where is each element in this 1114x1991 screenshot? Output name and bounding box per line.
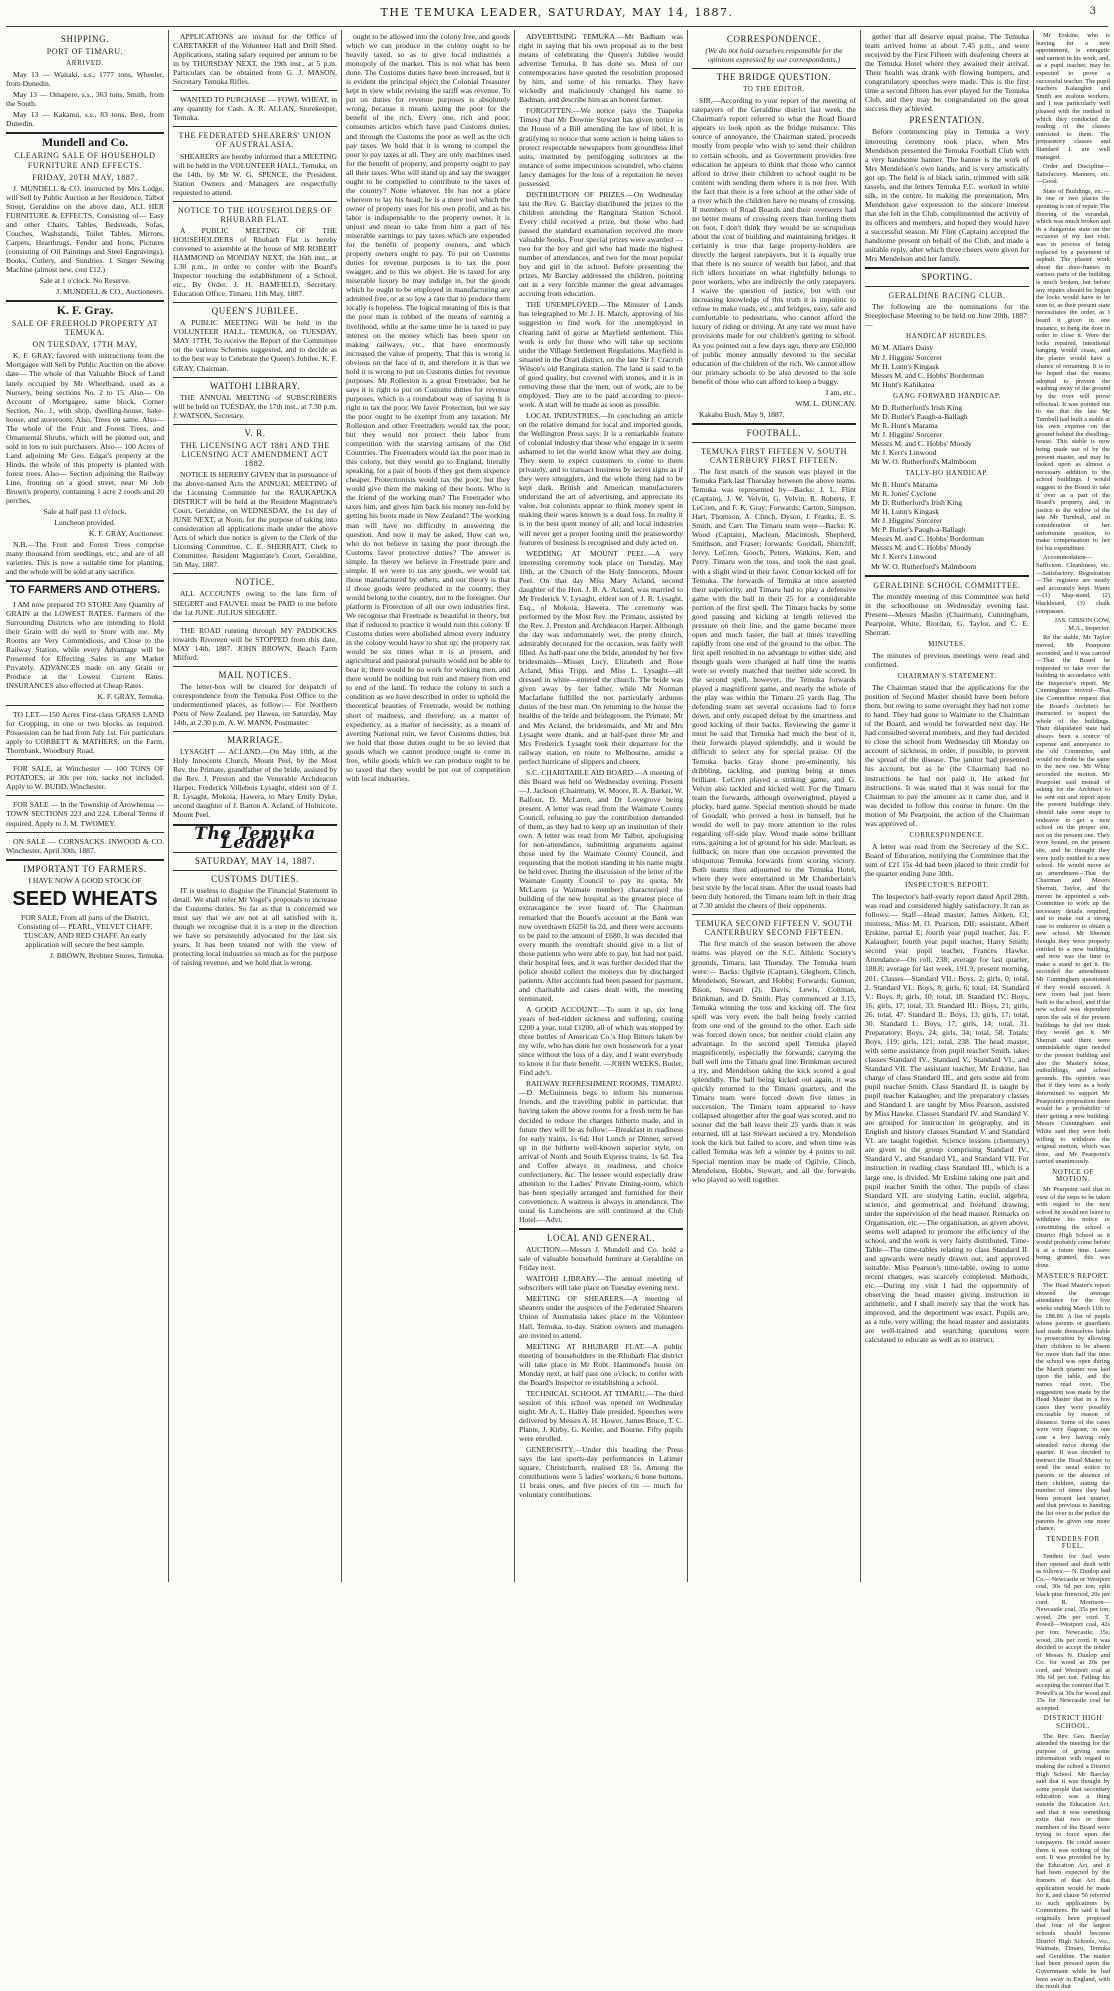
minutes-heading: MINUTES.	[928, 639, 966, 648]
football-heading: FOOTBALL.	[746, 427, 802, 438]
tally-heading: TALLY-HO HANDICAP.	[905, 469, 989, 478]
nomination-item: Mr H. Lunn's Kingask	[871, 507, 940, 517]
hurdles-list	[865, 343, 1029, 388]
sale-date: FRIDAY, 20TH MAY, 1887.	[32, 172, 138, 182]
column-5	[692, 32, 856, 1580]
local-item: TECHNICAL SCHOOL AT TIMARU.—The third session of this school was opened on Wednesday night. Mr A. L. Halley Dale presided. Speeches were delivered by Messrs A. H. Hower, James Bruce, T. C. Plante, J. Kirby, G. Kettler, and Bourne. Fifty pupils were enrolled.	[519, 1388, 683, 1444]
hurdles-heading: HANDICAP HURDLES.	[906, 332, 988, 341]
local-item: GENEROSITY.—Under this heading the Press says the last sports-day performances in Latimer square, Christchurch, realised £8 5s. Among the contributions were 5 ladies' workers, 6 bone buttons, 11 brass ones, and five pieces of tin — much for voluntary contributions.	[519, 1445, 683, 1500]
bridge-heading: THE BRIDGE QUESTION.	[716, 72, 832, 83]
gray-luncheon: Luncheon provided.	[54, 518, 116, 528]
gray-body: K. F. GRAY, favored with instructions from the Mortgagee will Sell by Public Auction on the above date— The whole of that Valuable Block of Land lately occupied by Mr Wheelband, used as a Nursery, being sections No. 2 to 15. Also— On Account of Mortgagee, same block, Corner Section, No. 1, with shop, dwelling-house, bake-house, and storeroom. Also, Trees on same. Also— The whole of the Fruit and Forest Trees, and Ornamental Shrubs, which will be plotted out, and sold in lots to suit purchasers. Also— 100 Acres of Land adjoining Mr Geo. Edgar's property at the Hinds, the whole of this property is planted with forest trees. Also— Section adjoining the Railway Line, fronting on a good street, near Mr Job Brown's property, containing 1 acre 2 roods and 20 perches.	[6, 351, 164, 506]
local-item: FORGOTTEN.—We notice (says the Tuapeka Times) that Mr Downie Stewart has given notice in the House of a Bill amending the law of libel. It is gratifying to notice that some action is being taken to protect respectable newspapers from groundless libel suits, instituted by pettifogging solicitors at the instance of some impecunious scoundrel, who claims fancy damages for the loss of a reputation he never possessed.	[519, 106, 683, 188]
shipping-heading: SHIPPING.	[60, 34, 110, 44]
shearers-body: SHEARERS are hereby informed that a MEETING will be held in the VOLUNTEER HALL, Temuka, on the 14th, by Mr W. G. SPENCE, the President. Station Owners and Managers are respectfully requested to attend.	[173, 151, 337, 197]
licensing-heading: THE LICENSING ACT 1881 AND THE LICENSING ACT AMENDMENT ACT 1882.	[180, 440, 330, 468]
licensing-body: NOTICE IS HEREBY GIVEN that in pursuance of the above-named Acts the ANNUAL MEETING of the Licensing Committee for the RAUKAPUKA DISTRICT will be held at the Resident Magistrate's Court, Geraldine, on WEDNESDAY, the 1st day of JUNE NEXT, at Noon, for the purpose of taking into consideration all applications made under the above Acts of which due notice is given to the Clerk of the Licensing Committee. C. E. SHERRATT, Clerk to Committee. Resident Magistrate's Court, Geraldine, 5th May, 1887.	[173, 469, 337, 570]
local-item: DISTRIBUTION OF PRIZES.—On Wednesday last the Rev. G. Barclay distributed the prizes to the children attending the Rangitata Station School. Every child received a prize, but those who had passed the standard examination received the more valuable books. Four special prizes were awarded — two for the boy and girl who had made the highest number of attendances, and two for the most popular boy and girl in the school. Before presenting the prizes, Mr Barclay addressed the children, pointing out in a very forcible manner the great advantages accruing from education.	[519, 189, 683, 299]
nomination-item: Mr W. O. Rutherford's Malmboom	[871, 457, 977, 467]
to-let-ad: TO LET.—150 Acres First-class GRASS LAND for Cropping, in one or two blocks as required. Possession can be had from July 1st. For particulars apply to CORBETT & MATHERS, on the Farm, Thornbank, Woodbury Road.	[6, 710, 164, 756]
school-continued: Mr Pearpoint said that in view of the steps to be taken with regard to the new school he would not leave to withdraw his notice re constituting the school a District High School as it would probably come before it at a future time. Leave being granted, this was done.	[1036, 1186, 1110, 1269]
master-report-heading: MASTER'S REPORT.	[1036, 1271, 1110, 1280]
nomination-item: Mr P. Butler's Paugh-a-Ballagh	[871, 525, 966, 535]
library-heading: WAITOHI LIBRARY.	[209, 380, 301, 391]
inspector-heading: INSPECTOR'S REPORT.	[905, 881, 989, 890]
rhubarb-heading: NOTICE TO THE HOUSEHOLDERS OF RHUBARB FLAT.	[177, 205, 333, 224]
column-rule	[514, 30, 515, 1582]
mundell-body: J. MUNDELL & CO. instructed by Mrs Lodge, will Sell by Public Auction at her Residence, Talbot Street, Geraldine on the above date, ALL HER FURNITURE & EFFECTS, Consisting of— Easy and other Chairs, Tables, Bedsteads, Sofas, Couches, Washstands, Toilet Tables, Mirrors, Carpets, Hearthrugs, Fender and Irons, Pictures (consisting of Oil Paintings and Steel Engravings), Books, Cutlery, and Sundries. 1 Singer Sewing Machine (almost new, cost £12.)	[6, 183, 164, 275]
nomination-item: Mr D. Rutherford's Irish King	[871, 498, 963, 508]
sections-ad: FOR SALE — In the Township of Arowhenua — TOWN SECTIONS 223 and 224. Liberal Terms if required. Apply to J. M. TWOMEY.	[6, 800, 164, 828]
mundell-sale-time: Sale at 1 o'clock. No Reserve.	[39, 276, 131, 286]
nomination-item: Mr J. Kerr's Linwood	[871, 447, 937, 457]
header-rule	[6, 26, 1108, 27]
customs-heading: CUSTOMS DUTIES.	[211, 873, 299, 884]
mail-body: The letter-box will be cleared for despatch of correspondence from the Temuka Post Office to the undermentioned places, as follow:— For Northern Ports of New Zealand, per Hawea, on Saturday, May 14th, at 2.30 p.m. A. W. MANN, Postmaster.	[173, 681, 337, 728]
nomination-item: Messrs M. and C. Hobbs' Moody	[871, 543, 972, 553]
page-header-title: THE TEMUKA LEADER, SATURDAY, MAY 14, 1887.	[380, 6, 734, 19]
presentation-heading: PRESENTATION.	[909, 115, 985, 126]
match-report: The first match of the season was played in the Temuka Park last Thursday between the above teams. Temuka was represented by—Backs: J. L. Flint (Captain), J. W. Velvin, G. Velvin, R. Roberts, F. LeCren, and F. K. Gray; Forwards: Carton, Simpson, Hart, Thomson, A. Clinch, Dyson, J. Franks, E. S. Smith, and Carr. The Timaru team were—Backs: K. Wood (Captain), Maclean, Macintosh, Shepherd, Smithson, and Fraser; forwards: Goodall, Shirtcliff, Jervy, LeCren, Gooch, Peters, Watkins, Kett, and Perry. Timaru won the toss, and took the east goal, with a slight wind in their favor. Cotton kicked off for Temuka. The forwards of Temuka at once asserted their superiority, and Timaru had to play a defensive game with the ball in their 25 for a considerable portion of the first spell. The Timaru backs by some good passing and kicking at length relieved the pressure on their line, and the game became more open and much faster, the ball at times travelling rapidly from one end of the ground to the other. The first spell resulted in no advantage to either side, and though goals were changed at half time the teams were so evenly matched that neither side scored. In the second spell, however, the Temuka forwards played a magnificent game, and nearly the whole of the play was within the Timaru 25 yards flag. The defending team set several occasions had to force down, and only escaped defeat by the smartness and good kicking of their backs. Reviewing the game it must be said that Temuka had much the best of it, their forwards played splendidly, and it would be difficult to select any for special praise. Of the Temuka backs Gray shone pre-eminently, his dribbling, tackling, and punting being at times brilliant. LeCren played a striking game, and G. Velvin also tackled and kicked well. For the Timaru team the forwards, although overweighted, played a plucky, hard game. Special mention should be made of Goodall, who proved a host in himself, but he would do well to pay more attention to the rules regarding off-side play. Wood made some brilliant runs, gaining a lot of ground for his side. Maclean, as fullback, on more than one occasion prevented the ubiquitous Temuka forwards from scoring victory. Both teams then adjourned to the Temuka Hotel, where they were entertained in Mr Chamberlain's best style by the local team. After the usual toasts had been duly honored, the Timaru team left in their drag at 7.30 amidst the cheers of their opponents.	[692, 467, 856, 911]
page-number: 3	[1089, 6, 1096, 17]
notice-motion-heading: NOTICE OF MOTION.	[1052, 1167, 1094, 1184]
nomination-item: Mr J. Higgins' Sorcerer	[871, 352, 942, 362]
potatoes-ad: FOR SALE, at Winchester — 100 TONS OF POTATOES, at 30s per ton, sacks not included. Apply to W. BUDD, Winchester.	[6, 764, 164, 792]
arrival-item: May 13 — Kakanui, s.s., 83 tons, Best, from Dunedin.	[6, 110, 164, 129]
bridge-letter: SIR,—According to your report of the meeting of ratepayers of the Geraldine district last week, the Chairman's report referred to what the Road Board appears to look upon as the bridge nuisance. This source of annoyance, the Chairman stated, proceeds mostly from people who wish to send their children to certain schools, and as Government provides free education he appears to think that those who cannot afford to drive their children to school ought to be content with sending them where it is not free. With the fact that there is a free school at the other side of a river which the children have no means of crossing. If members of Road Boards and their overseers had no better means of crossing rivers than fording them on foot, I don't think they would be so scrupulous about the cost of building and maintaining bridges. It certainly is true that large property-holders are directly the largest ratepayers, but it is equally true that there is no source of wealth but labor, and that rich idlers luxuriate on what rightfully belongs to poor workers, who are indirectly the only ratepayers. I waive the question of justice, but with our increasing knowledge of this truth it is impolitic to refuse to make roads, etc., and bridges, easy, safe and comfortable to pedestrians, who cannot afford the luxury of riding or driving. At any rate we must have provisions made for our children's getting to school. As you pointed out a few days ago, there are £50,000 of public money annually devoted to the secular education of the children of the rich. We cannot allow our primary schools to be also devoted to the sole benefit of those who can afford to keep a buggy.	[692, 96, 856, 386]
nomination-item: Mr W. O. Rutherford's Malmboom	[871, 561, 977, 571]
fowl-wheat-ad: WANTED TO PURCHASE — FOWL WHEAT, in any quantity for Cash. A. R. ALLAN, Storekeeper, Temuka.	[173, 95, 337, 123]
local-general-heading: LOCAL AND GENERAL.	[546, 1233, 656, 1244]
bridge-close: I am, etc.,	[825, 387, 856, 397]
customs-body: IT is useless to disguise the Financial Statement in detail. We shall refer Mr Vogel's proposals to increase the Customs duties. So far as that is concerned we must say that we are not at all satisfied with it, though we recognise that it is a step in the direction we have so persistently advocated for the last six years. It has been treated not with the view of protecting local industries so much as for the purpose of raising revenue, and we hold that is wrong.	[173, 885, 337, 968]
local-item: MEETING AT RHUBARB FLAT.—A public meeting of householders in the Rhubarb Flat district will take place in Mr Robt. Hammond's house on Monday next, at half past one o'clock, to confer with the Board's Inspector re establishing a school.	[519, 1341, 683, 1387]
gray-heading: K. F. Gray.	[56, 303, 114, 318]
column-rule	[860, 30, 861, 1582]
school-committee-heading: GERALDINE SCHOOL COMMITTEE.	[873, 580, 1021, 590]
column-4	[519, 32, 683, 1580]
vr-heading: V. R.	[244, 427, 266, 438]
seed-wheats-heading: SEED WHEATS	[12, 887, 158, 910]
local-item: S.C. CHARITABLE AID BOARD.—A meeting of this Board was held on Wednesday evening. Present—J. Jackson (Chairman), W. Moore, R. A. Barker, W. Balfour, D. McLaren, and Dr Lovegrove being present. A letter was read from the Waimate County Council, refusing to pay the contribution demanded of them, as they had to keep up an institution of their own. A letter was read from Mr Talbot, apologising for non-attendance, submitting arguments against those used by the Waimate County Council, and requesting that the motion standing in his name might be held over. During the discussion of the letter of the Waimate County Council to pay its quota, Mr McLaren (a Waimate member) characterised the building of the new hospital as the greatest piece of extravagance he ever heard of. The Chairman remarked that the Board's account at the Bank was now overdrawn £6250 6s 2d, and there were accounts to be paid to the amount of £680. It was decided that every month the overdraft should give in a list of those patients who were able to pay, but had not paid, their hospital fees, and it was further decided that the police should collect the moneys due by discharged patients. After accounts had been passed for payment, and charitable aid cases dealt with, the meeting terminated.	[519, 767, 683, 1003]
inspector-body: The Inspector's half-yearly report dated April 28th, was read and considered highly satisfactory. It ran as follows:— Staff—Head master, James Aitken, CI; mistress, Miss M. O. Pearson, DII; assistant, Albert Erskine, partial E; fourth year pupil teacher, Jas. F. Kalaugher; fourth year pupil teacher, Harry Smith; second year pupil teacher, Frances Hawke. Attendance—On roll, 238; average for last quarter, 188.8; average for last week, 191.9; present morning, 201. Classes—Standard VII.: Boys, 2; girls, 0; total, 2. Standard VI.: Boys, 8; girls, 6; total, 14. Standard V.: Boys, 8; girls, 10; total, 18. Standard IV.: Boys, 16; girls, 17; total, 33. Standard III.: Boys, 21; girls, 26; total, 47. Standard II.: Boys, 13; girls, 17; total, 30. Standard I.: Boys, 17; girls, 14; total, 31. Preparatory: Boys, 24; girls, 34; total, 58. Totals: Boys, 119; girls, 121; total, 238. The head master, with some assistance from pupil teacher Smith, takes classes Standard IV., Standard V., Standard VI., and Standard VII. The assistant teacher, Mr Erskine, has charge of class Standard III., and gets some aid from pupil teacher Smith. Class Standard II. is taught by pupil teacher Kalaugher, and the preparatory classes and Standard I. are taught by Miss Pearson, assisted by Miss Hawke. Classes Standard IV. and Standard V. are grouped for instruction in geography, and in English and history classes Standard V. and Standard VI. are taught together. Science lessons (chemistry) are given to the group comprising Standard IV., Standard V., and Standard VI., and Standard VII. For instruction in reading class Standard III., which is a large one, is divided. Mr Erskine taking one part and pupil teacher Smith the other. The pupils of class Standard VII. are studying Latin, euclid, algebra, science, and geometrical and freehand drawing, under the supervision of the head master. Remarks on Organisation, etc.—The organisation, as given above, seems well adapted to promote the efficiency of the school, and the work is very fairly distributed. Time-Table—The time-tables relating to class Standard II. and upwards were neatly drawn out, and approved suitable. Miss Pearson's time-table, owing to some recent changes, was scarcely completed. Methods, etc.—During my visit I had the opportunity of observing the head master giving instruction in arithmetic, and I shall merely say that the work has improved, and the deportment was exact. Pupils are, as a rule, very willing; the head master and assistants are well-trained and searching questions were calculated to educate as well as to instruct.	[865, 892, 1029, 1345]
tenders-heading: TENDERS FOR FUEL.	[1046, 1534, 1100, 1551]
gray-sale-time: Sale at half past 11 o'clock.	[43, 507, 127, 517]
editorial-continued: ought to be allowed into the colony free, and goods which we can produce in the colony ought to be heavily taxed, so as to give local industries a monopoly of the market. This is not what has been done. The Customs duties have been increased, but it is evident the principal object the Colonial Treasurer kept in view while revising the tariff was revenue. To put on duties for revenue purposes is absolutely wrong, because it means taxing the poor for the benefit of the rich. Every one, rich and poor, consumes articles which have paid Customs duties, and through the Customs the poor as well as the rich pay taxes. We hold that it is wrong to compel the poor to pay taxes at all. They are only machines used for the benefit of property, and property ought to pay all their taxes. Who will stand up and say the swagger ought to be compelled to contribute to the taxes of the country? None whatever. He has not a place whereon to lay his head; he is a mere tool which the owner of property uses for his own profit, and as his labor is indispensable to the property owner, it is unjust and mean to take from him a part of his miserable earnings to pay taxes which are expended for the benefit of property owners, and which property owners ought to pay. To put on Customs duties for revenue purposes is to tax the poor swagger, and to this we object. He is taxed for any miserable luxury he may indulge in, but the goods which he ought to be employed in manufacturing are admitted free, or at so low a rate that to produce them locally is hopeless. The logical meaning of this is that the poor man is robbed of the means of earning a livelihood, while at the same time he is taxed to pay interest on the money which has been spent on making railways, etc., that have enormously increased the value of property. That this is wrong is obvious on the face of it, and therefore it is that we hold it is wrong to put on Customs duties for revenue purposes. Mr Rolleston is a great Freetrader, but he says it is right to put on Customs duties for revenue purposes, which is a roundabout way of saying It is right to tax the poor. We favor Protection, but we say the poor ought to be exempt from any taxation. Mr Rolleston and other Freetraders would tax the poor, but they would not protect their labor from competition with the starving artisans of the Old Countries. The Freetraders would tax the poor man in this colony, but they would go to England, literally speaking, for a pair of boots if they got them sixpence cheaper. Protectionists would tax the poor, but they would give them the making of their boots. Who is the friend of the working man? The Freetrader who taxes him, and gives him back his money ten-fold by getting his boots made in New Zealand? The working man will have no difficulty in answering the question. And now it may be asked, How can we, who do not believe in taxing the poor through the Customs favor protective duties? The answer is simple. In theory we believe in Freetrade pure and simple. If we were to tax any goods, we would tax those manufactured by others, and our theory is that if those goods were produced in the country, they would belong to the country, not to the foreigner. Our platform is Protection of all our own industries first. We recognise that Freetrade is beautiful in theory, but that if reduced to practice it would ruin this colony. If Customs duties were abolished almost every industry in the colony would have to shut up; the property tax would be six times what it is at present, and agricultural and pastoral pursuits would not be able to bear it; there would be no work for working men, and there would be nothing but ruin and misery from end to end of the land. To reduce the colony to such a condition as we have described in order to uphold the theoretical beauties of Freetrade, would be nothing short of madness, and therefore, as a matter of expediency, as a matter of necessity, as a means of averting National ruin, we favor Customs duties, but we hold that those duties ought to be so levied that goods which we cannot produce ought to come in free, while goods which we can produce ought to be so taxed that they would be put out of competition with local industries.	[346, 32, 510, 783]
nomination-item: Mr J. Higgins' Sorcerer	[871, 429, 942, 439]
mail-heading: MAIL NOTICES.	[218, 669, 292, 680]
inspector-signature: JAS. GIBSON GOW, M.A., Inspector.	[1054, 617, 1110, 632]
nomination-item: Mr R. Hunt's Marama	[871, 420, 938, 430]
correspondence-heading: CORRESPONDENCE.	[726, 34, 822, 44]
nomination-item: Mr H. Lunn's Kingask	[871, 361, 940, 371]
gang-list	[865, 403, 1029, 466]
school-body: The monthly meeting of this Committee was held in the schoolhouse on Wednesday evening last. Present—Messrs Maslin (Chairman), Cunningham, Pearpoint, White, Riordan, G. Taylor, and C. E. Sherratt.	[865, 591, 1029, 637]
column-rule	[687, 30, 688, 1582]
school-continued: Re the stable, Mr Taylor moved, Mr Pearpoint seconded, and it was carried—That the Board be requested to take over the building in accordance with the Inspector's report. Mr Cunningham moved—That the Committee request that the Board's Architect be instructed to inspect the whole of the buildings. Their dilapidated state had always been a source of expense and annoyance to the old Committee, and would no doubt be the same to the new one. Mr White seconded the motion. Mr Pearpoint said instead of asking for the Architect to be sent out and report upon the present buildings they should take some steps to endeavor to get a new school on the proper site, not on the present one. They were bound, on the present site, and he thought they were justly entitled to a new school. He would move as an amendment—That the Chairman and Messrs Sherratt, Taylor, and the mover be appointed a sub-Committee to work up the necessary details required, and to make out a strong case to endeavor to obtain a new school. Mr Sherratt thought they were properly entitled to a new building, and now was the time to make a stand to get it. He seconded the amendment. Mr Cunningham questioned if they would succeed. A new room had just been built to the school, and if the new school was dependent upon the sale of the present buildings he did not think they would get it. Mr Sherratt said there were unmistakable signs needed to the present building and also the Master's house, outbuildings, and school grounds. His opinion was that if they were as a body determined to support Mr Pearpoint's proposition there would be a probability of their getting a new building. Messrs Cunningham and White said they were both willing to withdraw the original motion, which was done, and Mr Pearpoint's carried unanimously.	[1036, 634, 1110, 1166]
nomination-item: Mr R. Hunt's Marama	[871, 480, 938, 490]
school-continued: The Rev. Geo. Barclay attended the meeting for the purpose of giving some information with regard to making the school a District High School. Mr Barclay said that it was thought by some people that secondary education was a thing outside the Education Act, and that it was something extra that two or three members of the Board were trying to force upon the ratepayers. He could assure them it was nothing of the sort. It was provided for by the Education Act, and it had been expected by the framers of that Act that application would be made for it, and clause 56 referred to such applications by Committees. He said it had originally been proposed that four of the largest schools should become District High Schools, viz., Waimate, Timaru, Temuka and Geraldine. The matter had been pressed upon the Government while he had been away in England, with the result that	[1036, 1732, 1110, 1991]
local-item: ADVERTISING TEMUKA.—Mr Badham was right in saying that his own proposal as to the best means of celebrating the Queen's Jubilee would advertise Temuka. It has done so. Most of our contemporaries have quoted the resolution proposed by him, and some of his remarks. They have wickedly and maliciously changed his name to Badman, and describe him as an honest farmer.	[519, 32, 683, 105]
caretaker-ad: APPLICATIONS are invited for the Office of CARETAKER of the Volunteer Hall and Drill Shed. Applications, stating salary required per annum to be in by THURSDAY NEXT, the 19th inst., at 5 p.m. Particulars can be obtained from G. J. MASON, Secretary Temuka Rifles.	[173, 32, 337, 87]
to-editor: TO THE EDITOR.	[743, 85, 805, 94]
rhubarb-body: A PUBLIC MEETING OF THE HOUSEHOLDERS of Rhubarb Flat is hereby convened to assemble at the house of MR ROBERT HAMMOND on MONDAY NEXT, the 16th inst., at 1.30 p.m., in order to confer with the Board's Inspector touching the establishment of a School, etc., By Order. J. H. BAMFIELD, Secretary. Education Office, Timaru, 11th May, 1887.	[173, 225, 337, 299]
correspondence-note: (We do not hold ourselves responsible for the opinions expressed by our correspondents.)	[705, 46, 843, 65]
nomination-item: Mr R. Jones' Cyclone	[871, 489, 937, 499]
nomination-item: Mr J. Kerr's Linwood	[871, 552, 937, 562]
column-rule	[1033, 30, 1034, 1582]
mundell-signature: J. MUNDELL & CO., Auctioneers.	[56, 287, 164, 297]
district-heading: DISTRICT HIGH SCHOOL.	[1043, 1714, 1103, 1731]
column-3	[346, 32, 510, 1580]
freehold-date: ON TUESDAY, 17TH MAY,	[32, 340, 138, 350]
farmers-body: I AM now prepared TO STORE Any Quantity of GRAIN at the LOWEST RATES. Farmers of the Surrounding Districts who are intending to Hold their Grain will do well to Store with me. My Rooms are Very Commodious, and Close to the Railway Station, while every Advantage will be Presented for Effecting Sales in any Market Privately. ADVANCES made on any Grain or Produce at the Lowest Current Rates. INSURANCES also effected at Cheap Rates.	[6, 599, 164, 690]
racing-club-heading: GERALDINE RACING CLUB.	[888, 291, 1006, 301]
arrival-item: May 13 — Omapere, s.s., 363 tons, Smith, from the South.	[6, 90, 164, 109]
column-1	[6, 32, 164, 1580]
jubilee-heading: QUEEN'S JUBILEE.	[211, 306, 299, 317]
football-continued: gether that all deserve equal praise. The Temuka team arrived home at about 7.45 p.m., and were received by the First Fifteen with deafening cheers at the Temuka Hotel where they awaited their arrival. Their health was drank with flowing bumpers, and congratulatory speeches were made. This is the first time a second fifteen has ever played for the Temuka Club, and they may be congratulated on the great success they achieved.	[865, 32, 1029, 114]
port-heading: PORT OF TIMARU.	[46, 47, 124, 57]
local-item: WAITOHI LIBRARY.—The annual meeting of subscribers will take place on Tuesday evening next.	[519, 1274, 683, 1293]
local-item: THE UNEMPLOYED.—The Minister of Lands has telegraphed to Mr J. H. March, approving of his suggestion to find work for the unemployed in clearing land of gorse at Mayfield settlement. This work is only for those who will take up sections under the Village Settlement Regulations. Mayfield is situated in the Orari district, on the late Sir J. Cracroft Wilson's old Rangitata station. The land is said to be of good quality, but covered with stones, and it is in removing these that the men, out of work, are to be employed. They are to be paid according to piece-work. A start will be made as soon as possible.	[519, 300, 683, 409]
nomination-item: Mr Hunt's Kahikatea	[871, 379, 935, 389]
issue-date: SATURDAY, MAY 14, 1887.	[194, 855, 316, 866]
school-continued: Order and Discipline—Satisfactory. Manners, etc.—Good.	[1036, 163, 1110, 186]
gang-heading: GANG FORWARD HANDICAP.	[893, 391, 1001, 400]
nomination-item: Mr M. Allan's Daisy	[871, 343, 934, 353]
seed-pre: I HAVE NOW A GOOD STOCK OF	[28, 875, 142, 885]
school-continued: Accommodation—Sufficient. Cleanliness, etc.—Satisfactory. Registration—The registers are neatly and accurately kept. Wants—(1) Map-stand, (2) blackboard, (3) chalk compasses.	[1036, 554, 1110, 615]
column-2	[173, 32, 337, 1580]
local-item: MEETING OF SHEARERS.—A meeting of shearers under the auspices of the Federated Shearers Union of Australasia takes place in the Volunteer Hall, Temuka, to-day. Station owners and managers are invited to attend.	[519, 1294, 683, 1340]
library-body: THE ANNUAL MEETING of SUBSCRIBERS will be held on TUESDAY, the 17th inst., at 7.30 p.m. J. WATSON, Secretary.	[173, 392, 337, 420]
nomination-item: Mr D. Rutherford's Irish King	[871, 402, 963, 412]
seed-signature: J. BROWN, Brebner Stores, Temuka.	[49, 950, 164, 960]
correspondence2-body: A letter was read from the Secretary of the S.C. Board of Education, notifying the Committee that the sum of £21 15s 4d had been placed to their credit for the quarter ending June 30th.	[865, 841, 1029, 878]
masthead	[0, 6, 1114, 26]
freehold-heading: SALE OF FREEHOLD PROPERTY AT TEMUKA.	[11, 319, 159, 338]
bridge-place: Kakahu Bush, May 9, 1887.	[699, 409, 785, 419]
marriage-heading: MARRIAGE.	[227, 735, 283, 746]
school-continued: The Head Master's report showed the average attendance for the five weeks ending March 11th to be 188.89. A list of pupils whose parents or guardians had made themselves liable to prosecution by allowing their children to be absent for more than half the time the school was open during the March quarter was laid upon the table, and the names read over. The suggestion was made by the Head Master that in a few cases they were possibly excusable by reason of distance. Some of the cases were very flagrant, in one case a boy having only attended twice during the quarter. It was decided to instruct the Head Master to send the usual notice to parents re the absence of their children, stating the number of times they had been present last quarter, and that previous to handing the list over to the police the parents be given one more chance.	[1036, 1282, 1110, 1533]
column-rule	[341, 30, 342, 1582]
bridge-signature: WM. L. DUNCAN.	[795, 398, 856, 408]
column-7	[1036, 32, 1110, 1991]
jubilee-body: A PUBLIC MEETING Will be held in the VOLUNTEER HALL, TEMUKA, on TUESDAY, MAY 17TH, To receive the Report of the Committee on the various Schemes suggested, and to decide as to the best way to Celebrate the Queen's Jubilee. K. F. GRAY, Chairman.	[173, 318, 337, 373]
notice-heading: NOTICE.	[235, 577, 275, 588]
gray-signature: K. F. GRAY, Auctioneer.	[88, 529, 164, 539]
correspondence2-heading: CORRESPONDENCE.	[909, 830, 985, 839]
local-item: A GOOD ACCOUNT.—To sum it up, six long years of bed-ridden sickness and suffering, costing £200 a year, total £1200, all of which was stopped by three bottles of American Co.'s Hop Bitters taken by my wife, who has done her own housework for a year since without the loss of a day, and I want everybody to know it for their benefit. —JOHN WEEKS, Butler, Find adv't.	[519, 1004, 683, 1078]
nomination-item: Mr J. Higgins' Sorcerer	[871, 516, 942, 526]
column-6	[865, 32, 1029, 1580]
tally-list	[865, 480, 1029, 570]
school-continued: Mr Erskine, who is leaving for a new appointment, is energetic and earnest in his work, and, as a pupil teacher, may be expected to prove a successful teacher. The pupil teachers Kalaugher and Smith are zealous workers, and I was particularly well pleased with the method in which they conducted the reading of the classes entrusted to them. The preparatory classes and Standard I. are well managed.	[1036, 32, 1110, 161]
farmers-signature: K. F. GRAY, Temuka.	[97, 692, 164, 701]
column-rule	[168, 30, 169, 1582]
chairman-heading: CHAIRMAN'S STATEMENT.	[897, 672, 997, 680]
second-match-report: The first match of the season between the above teams was played on the S.C. Athletic Society's grounds, Timaru, last Thursday. The Temuka team were:— Backs: Ogilvie (Captain), Gleghorn, Clinch, Mendelson, Stewart, and Hobbs; Forwards: Gunion, Bison, Stewart (2), Davis, Lewis, Coltman, Brinkman, and D. Smith. Play commenced at 3.15, Temuka winning the toss and kicking off. The first spell was very even, the ball being freely carried from one end of the ground to the other. Each side was forced down once, but neither could claim any advantage. In the second spell Temuka played magnificently, especially the forwards, carrying the ball well into the Timaru goal line. Brinkman secured a try, and Mendelson taking the kick scored a goal splendidly. The ball being kicked out again, it was quickly returned to the Timaru quarters, and the Timaru team were forced down five times in succession. The Timaru team appeared to have collapsed altogether after the goal was scored, and no sooner did the ball leave their 25 yards than it was returned, till at last Stewart secured a try. Mendelson took the kick but failed to score, and when time was called Temuka was left a winner by 4 points to nil. Special mention may be made of Ogilvie, Clinch, Mendelson, Hobbs, Stewart, and all the forwards, who played so well together.	[692, 939, 856, 1184]
nomination-item: Mr D. Butler's Paugh-a-Ballagh	[871, 411, 968, 421]
marriage-body: LYSAGHT — ACLAND.—On May 10th, at the Holy Innocents Church, Mount Peel, by the Most Rev. the Primate, grandfather of the bride, assisted by the Rev. J. Preston and the Venerable Archdeacon Harper, Frederick Villebois Lysaght, eldest son of J. R. Lysaght, Mokoia, Hawera, to Mary Emily Dyke, second daughter of J. Barton A. Acland, of Holnicote, Mount Peel.	[173, 747, 337, 820]
arrival-item: May 13 — Waitaki, s.s., 1777 tons, Wheeler, from Dunedin.	[6, 70, 164, 89]
road-notice: THE ROAD running through MY PADDOCKS towards Rivereen will be STOPPED from this date, MAY 14th, 1887. JOHN BROWN, Beach Farm Milford.	[173, 625, 337, 662]
local-item: WEDDING AT MOUNT PEEL.—A very interesting ceremony took place on Tuesday, May 10th, at the Church of the Holy Innocents, Mount Peel. On that day Miss Mary Acland, second daughter of the Hon. J. B. A. Acland, was married to Mr Frederick V. Lysaght, eldest son of J. R. Lysaght, Esq., of Mokoia, Hawera. The ceremony was performed by the Most Rev. the Primate, assisted by the Rev. J. Preston and Archdeacon Harper. Although the day was unfortunately wet, the pretty church, admirably decorated for the occasion, was fairly well filled. As half-past one the bride, attended by her five bridesmaids—Misses Lucy, Elizabeth and Rose Acland, Miss Tripp, and Miss L. Lysaght—all dressed in white—entered the church. The bride was given away by her father, while Mr Norman Macfarlane fulfilled the not particularly arduous duties of the best man. On returning to the house the healths of the bride and bridegroom, the Primate, Mr and Mrs Acland, the bridesmaids, and Mr and Mrs Lysaght were drank, and at half-past three Mr and Mrs Frederick Lysaght took their departure for the railway station, en route to Melbourne, amidst a perfect hurricane of slippers and cheers.	[519, 548, 683, 766]
gray-nb: N.B.—The Fruit and Forest Trees comprise many thousand from seedlings, etc., and are of all varieties. This is now a suitable time for planting, and the whole will be sold at any sacrifice.	[6, 540, 164, 577]
racing-intro: The following are the nominations for the Steeplechase Meeting to be held on June 20th, 1887:—	[865, 302, 1029, 330]
presentation-body: Before commencing play in Temuka a very interesting ceremony took place, when Mrs Mendelson presented the Temuka Football Club with a very handsome banner. The banner is the work of Mrs Mendelson's own hands, and is very artistically got up. The field is of black satin, trimmed with silk tassels, and the letters Temuka F.C. worked in white silk, in the centre. In making the presentation, Mrs Mendelson gave expression to the sincere interest that she felt in the Club, complimented the activity of its officers and members, and hoped they would have a successful season. Mr Flint (Captain) accepted the handsome present on behalf of the Club, and made a suitable reply, after which three cheers were given for Mrs Mendelson and her family.	[865, 127, 1029, 264]
newspaper-logo: The Temuka Leader	[194, 823, 316, 853]
nomination-item: Messrs M. and C. Hobbs' Borderman	[871, 534, 984, 544]
clearing-sale-heading: CLEARING SALE OF HOUSEHOLD FURNITURE AND EFFECTS.	[14, 151, 156, 170]
shearers-heading: THE FEDERATED SHEARERS' UNION OF AUSTRALASIA.	[178, 131, 332, 150]
match-heading: TEMUKA FIRST FIFTEEN V. SOUTH CANTERBURY FIRST FIFTEEN.	[700, 446, 848, 465]
important-heading: IMPORTANT TO FARMERS.	[23, 863, 147, 874]
local-item: AUCTION.—Messrs J. Mundell and Co. hold a sale of valuable household furniture at Geraldine on Friday next.	[519, 1245, 683, 1273]
nomination-item: Messrs M. and C. Hobbs' Moody	[871, 438, 972, 448]
school-continued: State of Buildings, etc.—In one or two places the spouting is out of repair. The flooring of the verandah, which was much broken and in a dangerous state on the occasion of my last visit, was in process of being replaced by a pavement of asphalt. The plaster work about the door-frames in various parts of the building is much broken, but before any repairs should be begun the locks would have to be seen to, as their present state necessitates the order, as I heard it given in one instance, to bang the door in order to close it. Were the locks repaired, intentional banging would cease, and the plaster would have a chance of remaining. It is to be hoped that the means adopted to prevent the washing away of the ground by the river will prove effectual. It was pointed out to me that the late Mr Turnbull had built a stable at his own expense on the ground behind the dwelling-house. This stable is now being made use of by the present master, and may be looked upon as almost a necessary addition to the school buildings. I would suggest to the Board to take it over as a part of the Board's property, and, in justice to the widow of the late Mr Turnbull, and in consideration of her unfortunate position, to make compensation to her for his expenditure.	[1036, 187, 1110, 552]
sporting-heading: SPORTING.	[921, 272, 973, 283]
farmers-heading: TO FARMERS AND OTHERS.	[9, 584, 161, 597]
school-continued: Tenders for fuel were then opened and dealt with as follows:— N. Dunlop and Co.—Newcastle or Westport coal, 30s 6d per ton; split black pine firewood, 20s per cord. R. Morrison—Newcastle coal, 35s per ton; wood, 20s per cord. T. Powell—Westport coal, 42s per ton; Newcastle, 35s; wood, 20s per cord. It was decided to accept the tender of Messrs N. Dunlop and Co. for wood at 20s per cord, and Westport coal at 30s 6d per ton. Failing his accepting the contract that T. Powell's at 30s for wood and 35s for Newcastle coal be accepted.	[1036, 1552, 1110, 1712]
cornsacks-ad: ON SALE — CORNSACKS. INWOOD & CO. Winchester, April 30th, 1887.	[6, 836, 164, 855]
seed-body: FOR SALE, From all parts of the District, Consisting of— PEARL, VELVET CHAFF, TUSCAN, AND RED CHAFF. An early application will secure the best sample.	[17, 912, 153, 949]
accounts-notice: ALL ACCOUNTS owing to the late firm of SIEGERT and FAUVEL must be PAID to me before the 1st JUNE. JULIUS SIEGERT.	[173, 589, 337, 617]
local-item: LOCAL INDUSTRIES.—In concluding an article on the relative demand for local and imported goods, the Wellington Press says: It is a remarkable feature of colonial industry that those who engage in it seem ashamed to let the world know what they are doing. They seem to expect customers to come to them privately, and to transact business by secret signs as if they were smugglers, and the whole thing had to be kept dark. British and American manufacturers understand the art of advertising, and appreciate its value, but colonists appear to think money spent in making their wares known is a dead loss. In reality it is in the best spent money of all, and local industries will never get a proper footing until the praiseworthy features of business is recognised and duly acted on.	[519, 410, 683, 547]
minutes-body: The minutes of previous meetings were read and confirmed.	[865, 650, 1029, 669]
chairman-body: The Chairman stated that the applications for the position of Second Master should have been before them, but owing to some oversight they had not come to hand. They had gone to Waimate to the Chairman of the Board, and would be forwarded next day. He had consulted several members, and they had decided to close the school from Wednesday till Monday on account of sickness, in order, if possible, to prevent the spread of the disease. The janitor had presented his account, but as he (the Chairman) had no instructions he had not paid it. He asked for instructions. It was stated that it was usual for the Chairman to pay the amount as it came due, and it was decided to follow this course in future. On the motion of Mr Pearpoint, the action of the Chairman was approved of.	[865, 683, 1029, 828]
local-item: RAILWAY REFRESHMENT ROOMS, TIMARU. —D. McGuinness begs to inform his numerous friends, and the travelling public in particular, that having taken the above rooms for a fresh term he has decided to reduce the charges hitherto made, and in future they will be as follow:—Breakfast in readiness for early trains, 1s 6d; Hot Lunch or Dinner, served up in the hitherto well-known superior style, on arrival of North and South Express trains, 1s 6d. Tea and Coffee always in readiness, and choice confectionery, &c. The lessee would especially draw attention to the Ladies' Private Dining-room, which has been specially arranged and furnished for their convenience. A waitress is always in attendance. The usual 6s Luncheons are still continued at the Club Hotel.—Advt.	[519, 1079, 683, 1225]
second-match-heading: TEMUKA SECOND FIFTEEN V. SOUTH CANTERBURY SECOND FIFTEEN.	[695, 919, 853, 938]
mundell-heading: Mundell and Co.	[41, 135, 129, 150]
nomination-item: Messrs M. and C. Hobbs' Borderman	[871, 370, 984, 380]
arrived-heading: ARRIVED.	[66, 59, 104, 68]
